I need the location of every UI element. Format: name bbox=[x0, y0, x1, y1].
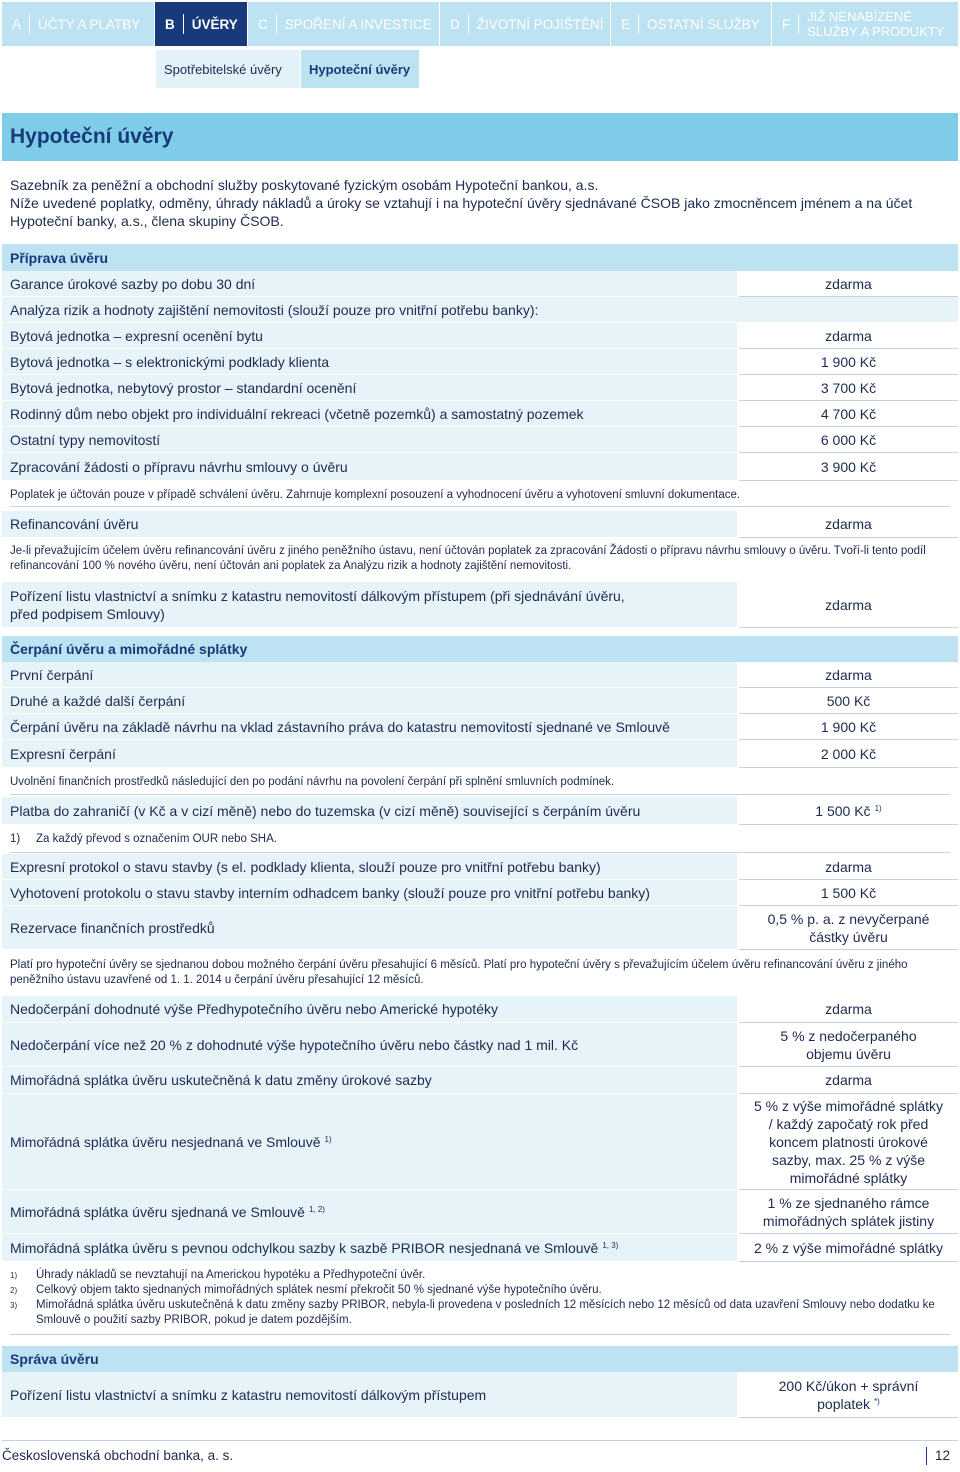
tab-letter: D bbox=[450, 16, 460, 32]
fee-note: Je-li převažujícím účelem úvěru refinancování úvěru z jiného peněžního ústavu, není účtován poplatek za zpracování Žádosti o přípravu návrhu smlouvy o úvěru. Tvoří-li tento podíl refinancování 100 % nového úvěru, není účtován ani poplatek za Analýzu rizik a hodnoty zajištění nemovitosti. bbox=[10, 545, 926, 572]
fee-row bbox=[2, 688, 958, 714]
fee-label bbox=[2, 1234, 737, 1262]
fee-value-line: částky úvěru bbox=[809, 928, 888, 945]
fee-label bbox=[2, 1190, 737, 1234]
section-tabbar bbox=[2, 2, 958, 46]
fee-value: 500 Kč bbox=[739, 688, 958, 714]
footnote bbox=[10, 1283, 950, 1298]
tab-sporeni-a-investice[interactable] bbox=[248, 2, 439, 46]
fee-value-line: koncem platnosti úrokové bbox=[769, 1133, 928, 1150]
tab-label: OSTATNÍ SLUŽBY bbox=[647, 16, 760, 32]
fee-label: Bytová jednotka – s elektronickými podklady klienta bbox=[2, 349, 737, 375]
fee-row bbox=[2, 453, 958, 481]
fee-row bbox=[2, 740, 958, 768]
fee-label: Expresní čerpání bbox=[2, 740, 737, 768]
tab-letter: F bbox=[782, 16, 791, 32]
fee-label: Rodinný dům nebo objekt pro individuální rekreaci (včetně pozemků) a samostatný pozemek bbox=[2, 401, 737, 427]
fee-label: Mimořádná splátka úvěru uskutečněná k datu změny úrokové sazby bbox=[2, 1067, 737, 1094]
tab-label-line: SLUŽBY A PRODUKTY bbox=[807, 24, 945, 39]
fee-row bbox=[2, 582, 958, 628]
footnote bbox=[10, 1268, 950, 1283]
fee-value-line: sazby, max. 25 % z výše bbox=[771, 1151, 925, 1168]
fee-value bbox=[739, 1190, 958, 1234]
section-heading-cerpani bbox=[2, 636, 958, 662]
fee-label: Čerpání úvěru na základě návrhu na vklad zástavního práva do katastru nemovitostí sjednané ve Smlouvě bbox=[2, 714, 737, 740]
footnote-mark: 1) bbox=[10, 1271, 18, 1280]
fee-value-line: objemu úvěru bbox=[806, 1045, 891, 1062]
fee-row bbox=[2, 349, 958, 375]
fee-label: Garance úrokové sazby po dobu 30 dní bbox=[2, 271, 737, 297]
tab-letter: B bbox=[165, 16, 175, 32]
fee-value: zdarma bbox=[739, 662, 958, 688]
fee-subheading-row bbox=[2, 297, 958, 323]
fee-value bbox=[739, 797, 958, 825]
fee-value-line: 5 % z nedočerpaného bbox=[780, 1027, 917, 1044]
fee-row bbox=[2, 401, 958, 427]
footnote-mark: 3) bbox=[10, 1301, 18, 1310]
tab-zivotni-pojisteni[interactable] bbox=[440, 2, 610, 46]
fee-value: 2 000 Kč bbox=[739, 740, 958, 768]
fee-value: zdarma bbox=[739, 996, 958, 1023]
fee-label: Expresní protokol o stavu stavby (s el. podklady klienta, slouží pouze pro vnitřní potřebu banky) bbox=[2, 854, 737, 880]
fee-value-line: 0,5 % p. a. z nevyčerpané bbox=[767, 910, 930, 927]
fee-row bbox=[2, 427, 958, 453]
intro-line: Níže uvedené poplatky, odměny, úhrady nákladů a úroky se vztahují i na hypoteční úvěry sjednávané ČSOB jako zmocněncem jménem a na účet Hypoteční banky, a.s., člena skupiny ČSOB. bbox=[10, 195, 913, 229]
fee-label: Nedočerpání dohodnuté výše Předhypotečního úvěru nebo Americké hypotéky bbox=[2, 996, 737, 1023]
tab-label: SPOŘENÍ A INVESTICE bbox=[284, 16, 432, 32]
fee-note: Poplatek je účtován pouze v případě schválení úvěru. Zahrnuje komplexní posouzení a vyhodnocení úvěru a vyhotovení smluvní dokumentace. bbox=[10, 488, 950, 507]
footnote-mark: 1, 3) bbox=[602, 1240, 619, 1250]
footnote-text: Úhrady nákladů se nevztahují na Americkou hypotéku a Předhypoteční úvěr. bbox=[36, 1269, 426, 1281]
footnote-text: Mimořádná splátka úvěru uskutečněná k datu změny sazby PRIBOR, nebyla-li provedena v posledních 12 měsících nebo 12 měsíců od data uzavření Smlouvy nebo dodatku ke Smlouvě o použití sazby PRIBOR, pokud je datem pozdějším. bbox=[36, 1299, 935, 1326]
footnote-mark: 1) bbox=[874, 803, 882, 813]
fee-label: Druhé a každé další čerpání bbox=[2, 688, 737, 714]
fee-label: Bytová jednotka – expresní ocenění bytu bbox=[2, 323, 737, 349]
footnote-text: Za každý převod s označením OUR nebo SHA. bbox=[36, 833, 277, 845]
fee-value-line: mimořádných splátek jistiny bbox=[762, 1212, 935, 1229]
fee-value: 4 700 Kč bbox=[739, 401, 958, 427]
fee-row bbox=[2, 1234, 958, 1262]
fee-row bbox=[2, 714, 958, 740]
fee-value-line bbox=[779, 1395, 919, 1413]
fee-value-line: mimořádné splátky bbox=[789, 1169, 908, 1186]
fee-label: Platba do zahraničí (v Kč a v cizí měně) nebo do tuzemska (v cizí měně) související s čerpáním úvěru bbox=[2, 797, 737, 825]
fee-value-text: poplatek bbox=[817, 1395, 871, 1412]
fee-row bbox=[2, 1190, 958, 1234]
tab-separator bbox=[183, 14, 184, 34]
fee-value: zdarma bbox=[739, 1067, 958, 1094]
intro-line: Sazebník za peněžní a obchodní služby poskytované fyzickým osobám Hypoteční bankou, a.s. bbox=[10, 177, 599, 193]
fee-label: Vyhotovení protokolu o stavu stavby interním odhadcem banky (slouží pouze pro vnitřní potřebu banky) bbox=[2, 880, 737, 906]
fee-note: Platí pro hypoteční úvěry se sjednanou dobou možného čerpání úvěru přesahující 6 měsíců. Platí pro hypoteční úvěry s převažujícím účelem úvěru refinancování úvěru z jiného peněžního ústavu uzavřené od 1. 1. 2014 u čerpání úvěru přesahující 12 měsíců. bbox=[10, 959, 908, 986]
fee-value: zdarma bbox=[739, 271, 958, 297]
tab-label: ÚVĚRY bbox=[191, 16, 238, 32]
page-title-banner bbox=[2, 113, 958, 161]
fee-row bbox=[2, 797, 958, 825]
footnote-mark: 2) bbox=[10, 1286, 18, 1295]
tab-separator bbox=[638, 14, 639, 34]
section-heading-text: Čerpání úvěru a mimořádné splátky bbox=[2, 636, 958, 662]
fee-row bbox=[2, 854, 958, 880]
fee-value bbox=[739, 1023, 958, 1067]
fee-value: 3 700 Kč bbox=[739, 375, 958, 401]
fee-label: Refinancování úvěru bbox=[2, 511, 737, 538]
fee-row bbox=[2, 511, 958, 538]
footnote-mark: 1) bbox=[324, 1134, 332, 1144]
subtab-hypotecni-uvery[interactable]: Hypoteční úvěry bbox=[301, 50, 419, 88]
fee-value: 1 500 Kč bbox=[739, 880, 958, 906]
fee-value: 3 900 Kč bbox=[739, 453, 958, 481]
tab-letter: A bbox=[12, 16, 22, 32]
fee-value-line: 5 % z výše mimořádné splátky bbox=[753, 1097, 944, 1114]
tab-label bbox=[807, 9, 944, 39]
fee-value bbox=[739, 1094, 958, 1190]
tab-ucty-a-platby[interactable] bbox=[2, 2, 154, 46]
subtab-bar bbox=[156, 50, 420, 88]
fee-label-text: Mimořádná splátka úvěru s pevnou odchylkou sazby k sazbě PRIBOR nesjednaná ve Smlouvě bbox=[10, 1239, 599, 1256]
fee-value: 1 900 Kč bbox=[739, 714, 958, 740]
footnote-mark: 1, 2) bbox=[308, 1204, 325, 1214]
section-heading-text: Správa úvěru bbox=[2, 1346, 958, 1372]
footnote bbox=[10, 832, 950, 853]
subtab-spotrebitelske-uvery[interactable]: Spotřebitelské úvěry bbox=[156, 50, 300, 88]
fee-value: zdarma bbox=[739, 854, 958, 880]
fee-row bbox=[2, 996, 958, 1023]
fee-row bbox=[2, 1023, 958, 1067]
fee-value: zdarma bbox=[739, 582, 958, 628]
page-footer bbox=[2, 1440, 958, 1470]
fee-note: Uvolnění finančních prostředků následující den po podání návrhu na povolení čerpání při splnění smluvních podmínek. bbox=[10, 775, 950, 795]
tab-ostatni-sluzby[interactable] bbox=[611, 2, 771, 46]
fee-value: 1 900 Kč bbox=[739, 349, 958, 375]
fee-row bbox=[2, 906, 958, 950]
fee-subheading: Analýza rizik a hodnoty zajištění nemovitosti (slouží pouze pro vnitřní potřebu banky): bbox=[2, 297, 958, 323]
fee-value-line: 1 % ze sjednaného rámce bbox=[767, 1194, 930, 1211]
tab-separator bbox=[29, 14, 30, 34]
bank-name: Československá obchodní banka, a. s. bbox=[2, 1448, 234, 1463]
fee-value: zdarma bbox=[739, 323, 958, 349]
fee-value-line: / každý započatý rok před bbox=[768, 1115, 929, 1132]
fee-row bbox=[2, 1372, 958, 1418]
fee-row bbox=[2, 323, 958, 349]
fee-row bbox=[2, 1067, 958, 1094]
fee-label-text: Mimořádná splátka úvěru sjednaná ve Smlouvě bbox=[10, 1203, 305, 1220]
tab-letter: C bbox=[258, 16, 268, 32]
fee-row bbox=[2, 1094, 958, 1190]
fee-row bbox=[2, 375, 958, 401]
fee-label: První čerpání bbox=[2, 662, 737, 688]
fee-label: Bytová jednotka, nebytový prostor – standardní ocenění bbox=[2, 375, 737, 401]
tab-separator bbox=[276, 14, 277, 34]
fee-value: 6 000 Kč bbox=[739, 427, 958, 453]
fee-value-text: 1 500 Kč bbox=[815, 802, 871, 819]
footnotes bbox=[10, 1268, 950, 1335]
fee-value: 2 % z výše mimořádné splátky bbox=[739, 1234, 958, 1262]
fee-value: zdarma bbox=[739, 511, 958, 538]
tab-uvery[interactable] bbox=[155, 2, 247, 46]
tab-separator bbox=[468, 14, 469, 34]
fee-row bbox=[2, 271, 958, 297]
fee-label: Pořízení listu vlastnictví a snímku z katastru nemovitostí dálkovým přístupem bbox=[2, 1372, 737, 1418]
tab-label-line: JIŽ NENABÍZENÉ bbox=[807, 9, 912, 24]
fee-label-line: Pořízení listu vlastnictví a snímku z katastru nemovitostí dálkovým přístupem (při sjednávání úvěru, bbox=[10, 587, 625, 604]
fee-label: Rezervace finančních prostředků bbox=[2, 906, 737, 950]
tab-label: ŽIVOTNÍ POJIŠTĚNÍ bbox=[476, 16, 604, 32]
tab-separator bbox=[798, 14, 799, 34]
fee-label bbox=[2, 582, 737, 628]
footnote bbox=[10, 1298, 950, 1328]
fee-label: Zpracování žádosti o přípravu návrhu smlouvy o úvěru bbox=[2, 453, 737, 481]
section-heading-priprava bbox=[2, 244, 958, 271]
page-number-divider bbox=[926, 1447, 927, 1465]
fee-label: Ostatní typy nemovitostí bbox=[2, 427, 737, 453]
fee-row bbox=[2, 880, 958, 906]
section-heading-sprava bbox=[2, 1346, 958, 1372]
footnote-text: Celkový objem takto sjednaných mimořádných splátek nesmí překročit 50 % sjednané výše hypotečního úvěru. bbox=[36, 1284, 602, 1296]
tab-jiz-nenabizene[interactable] bbox=[772, 2, 958, 46]
fee-value bbox=[739, 906, 958, 950]
fee-value-line: 200 Kč/úkon + správní bbox=[778, 1377, 919, 1394]
fee-label: Nedočerpání více než 20 % z dohodnuté výše hypotečního úvěru nebo částky nad 1 mil. Kč bbox=[2, 1023, 737, 1067]
fee-label-text: Mimořádná splátka úvěru nesjednaná ve Smlouvě bbox=[10, 1133, 321, 1150]
fee-label bbox=[2, 1094, 737, 1190]
fee-row bbox=[2, 662, 958, 688]
fee-value bbox=[739, 1372, 958, 1418]
footnote-mark: *) bbox=[874, 1396, 880, 1406]
tab-label: ÚČTY A PLATBY bbox=[38, 16, 141, 32]
intro-text bbox=[10, 176, 950, 230]
tab-letter: E bbox=[621, 16, 631, 32]
fee-label-line: před podpisem Smlouvy) bbox=[10, 605, 165, 622]
page-title: Hypoteční úvěry bbox=[10, 125, 174, 148]
page-number: 12 bbox=[934, 1448, 950, 1463]
footnote-mark: 1) bbox=[10, 833, 21, 845]
section-heading-text: Příprava úvěru bbox=[2, 244, 958, 271]
